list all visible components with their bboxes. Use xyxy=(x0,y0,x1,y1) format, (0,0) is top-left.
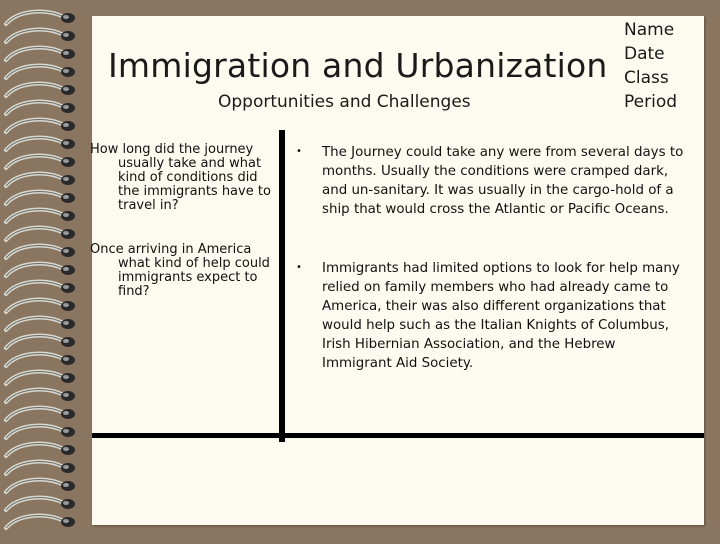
spiral-coil xyxy=(6,426,75,438)
spiral-coil xyxy=(6,174,75,186)
bullet-1: • xyxy=(296,146,302,157)
spiral-coil xyxy=(6,12,75,24)
bullet-2: • xyxy=(296,262,302,273)
spiral-coil xyxy=(6,66,75,78)
question-2-rest: what kind of help could immigrants expect to find? xyxy=(118,256,270,299)
question-1-first-line: How long did the journey xyxy=(90,142,254,157)
student-info-block xyxy=(624,18,677,114)
spiral-coil xyxy=(6,156,75,168)
spiral-coil xyxy=(6,516,75,528)
spiral-binding-graphic xyxy=(0,0,92,540)
answer-2: Immigrants had limited options to look for help many relied on family members who had already came to America, their was also different organizations that would help such as the Italian Knights of Columbus, Irish Hibernian Association, and the Hebrew Immigrant Aid Society. xyxy=(322,261,680,371)
spiral-coil xyxy=(6,120,75,132)
question-2-first-line: Once arriving in America xyxy=(90,242,252,257)
question-2 xyxy=(90,243,280,299)
spiral-coil xyxy=(6,192,75,204)
spiral-coil xyxy=(6,390,75,402)
question-1-rest: usually take and what kind of conditions did the immigrants have to travel in? xyxy=(118,156,271,213)
summary-divider xyxy=(92,433,704,438)
spiral-coil xyxy=(6,210,75,222)
spiral-coil xyxy=(6,282,75,294)
question-1 xyxy=(90,143,280,213)
spiral-coil xyxy=(6,102,75,114)
spiral-coil xyxy=(6,300,75,312)
name-label: Name xyxy=(624,20,675,40)
spiral-coil xyxy=(6,84,75,96)
date-label: Date xyxy=(624,44,665,64)
spiral-coil xyxy=(6,318,75,330)
spiral-coil xyxy=(6,354,75,366)
answer-1: The Journey could take any were from several days to months. Usually the conditions were cramped dark, and un-sanitary. It was usually in the cargo-hold of a ship that would cross the Atlantic or Pacific Oceans. xyxy=(322,145,684,217)
class-label: Class xyxy=(624,68,669,88)
period-label: Period xyxy=(624,92,678,112)
spiral-coil xyxy=(6,372,75,384)
spiral-coil xyxy=(6,480,75,492)
spiral-coil xyxy=(6,408,75,420)
spiral-coil xyxy=(6,336,75,348)
spiral-coil xyxy=(6,30,75,42)
spiral-coil xyxy=(6,138,75,150)
spiral-coil xyxy=(6,462,75,474)
spiral-coil xyxy=(6,264,75,276)
spiral-coil xyxy=(6,246,75,258)
spiral-coil xyxy=(6,228,75,240)
spiral-coil xyxy=(6,498,75,510)
spiral-coil xyxy=(6,48,75,60)
spiral-coil xyxy=(6,444,75,456)
spiral-binding xyxy=(0,0,92,540)
page-subtitle: Opportunities and Challenges xyxy=(218,92,471,112)
page-title: Immigration and Urbanization xyxy=(108,46,608,85)
